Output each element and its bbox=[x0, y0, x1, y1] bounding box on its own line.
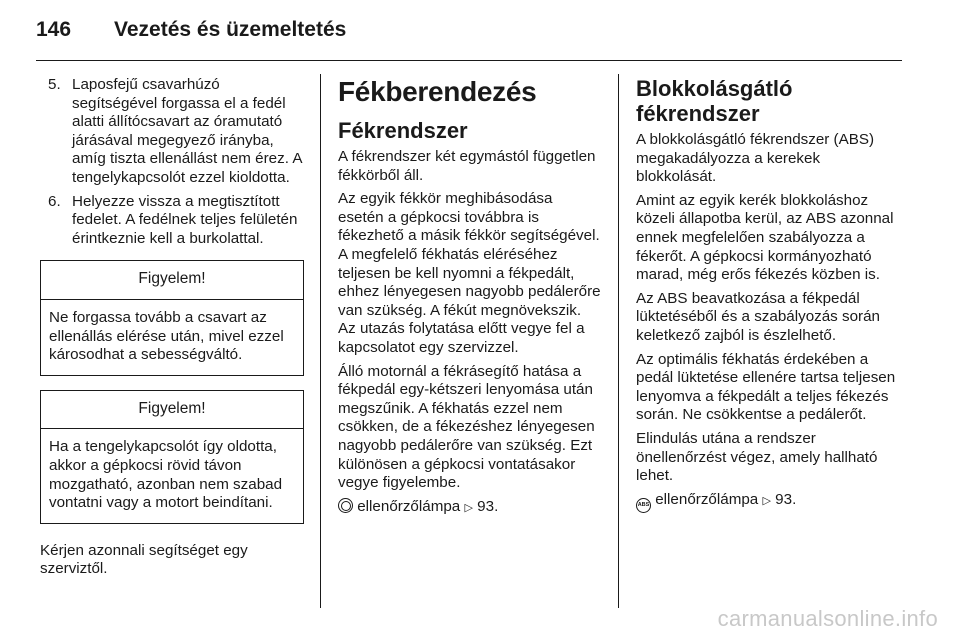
section-title: Fékberendezés bbox=[338, 76, 537, 107]
step-list bbox=[40, 76, 304, 248]
cross-reference bbox=[636, 491, 902, 513]
column-middle bbox=[338, 76, 602, 522]
warning-title: Figyelem! bbox=[41, 391, 303, 430]
reference-page[interactable]: 93. bbox=[477, 497, 499, 515]
warning-box bbox=[40, 390, 304, 524]
step-text: Helyezze vissza a megtisztított fedelet. A fedélnek teljes felületén érintkeznie kell a burkolattal. bbox=[72, 192, 298, 247]
reference-arrow-icon: ▷ bbox=[762, 494, 771, 507]
reference-page[interactable]: 93. bbox=[775, 490, 797, 508]
abs-warning-icon: ABS bbox=[636, 498, 651, 513]
warning-text: Ne forgassa tovább a csavart az ellenállás elérése után, mivel ezzel károsodhat a sebességváltó. bbox=[49, 308, 284, 364]
cross-reference bbox=[338, 498, 602, 518]
paragraph: Az ABS beavatkozása a fékpedál lüktetéséből és a szabályozás során keletkező zajból is észlelhető. bbox=[636, 289, 880, 344]
step-item bbox=[40, 193, 304, 249]
page-header bbox=[36, 18, 346, 48]
paragraph: A blokkolásgátló fékrendszer (ABS) megakadályozza a kerekek blokkolását. bbox=[636, 131, 875, 186]
column-right bbox=[636, 76, 902, 518]
step-item bbox=[40, 76, 304, 188]
warning-box bbox=[40, 260, 304, 375]
watermark: carmanualsonline.info bbox=[717, 606, 938, 631]
column-divider bbox=[618, 74, 619, 608]
reference-arrow-icon: ▷ bbox=[464, 501, 473, 514]
closing-paragraph: Kérjen azonnali segítséget egy szerviztől. bbox=[40, 541, 248, 578]
paragraph: Álló motornál a fékrásegítő hatása a fékpedál egy-kétszeri lenyomása után megszűnik. A fékhatás ezzel nem csökken, de a fékezéshez lényegesen nagyobb pedálerőre van szükség. Ezt különösen a gépkocsi vontatásakor vegye figyelembe. bbox=[338, 362, 595, 492]
column-divider bbox=[320, 74, 321, 608]
brake-warning-icon bbox=[338, 498, 353, 513]
paragraph: Az optimális fékhatás érdekében a pedál lüktetése ellenére tartsa teljesen lenyomva a fékpedált a teljes fékezés során. Ne csökkentse a pedálerőt. bbox=[636, 350, 896, 424]
paragraph: Elindulás utána a rendszer önellenőrzést végez, amely hallható lehet. bbox=[636, 429, 878, 485]
page-title: Vezetés és üzemeltetés bbox=[114, 18, 347, 41]
warning-title: Figyelem! bbox=[41, 261, 303, 300]
step-number: 6. bbox=[48, 192, 61, 210]
step-text: Laposfejű csavarhúzó segítségével forgassa el a fedél alatti állítócsavart az óramutató járásával megegyező irányba, amíg tiszta ellenállást nem érez. A tengelykapcsolót ezzel kioldotta. bbox=[72, 76, 302, 186]
step-number: 5. bbox=[48, 76, 61, 93]
reference-text: ellenőrzőlámpa bbox=[357, 497, 461, 515]
section-title-line: Blokkolásgátló bbox=[636, 76, 793, 101]
header-rule bbox=[36, 60, 902, 61]
page-number: 146 bbox=[36, 18, 72, 41]
reference-text: ellenőrzőlámpa bbox=[655, 490, 759, 508]
warning-text: Ha a tengelykapcsolót így oldotta, akkor a gépkocsi rövid távon mozgatható, azonban nem szabad vontatni vagy a motort beindítani. bbox=[49, 438, 283, 512]
subsection-title: Fékrendszer bbox=[338, 118, 468, 143]
paragraph: Az egyik fékkör meghibásodása esetén a gépkocsi továbbra is fékezhető a másik fékkör segítségével. A megfelelő fékhatás eléréséhez teljesen be kell nyomni a fékpedált, ehhez lényegesen nagyobb pedálerőre van szükség. A fékút megnövekszik. Az utazás folytatása előtt vegye fel a kapcsolatot egy szervizzel. bbox=[338, 190, 601, 356]
section-title-line: fékrendszer bbox=[636, 101, 760, 126]
paragraph: A fékrendszer két egymástól független fékkörből áll. bbox=[338, 148, 596, 184]
paragraph: Amint az egyik kerék blokkoláshoz közeli állapotba kerül, az ABS azonnal ennek megfelelően szabályozza a fékerőt. A gépkocsi kormányozható marad, még erős fékezés közben is. bbox=[636, 191, 894, 284]
section-title bbox=[636, 76, 902, 126]
column-left bbox=[40, 76, 304, 584]
